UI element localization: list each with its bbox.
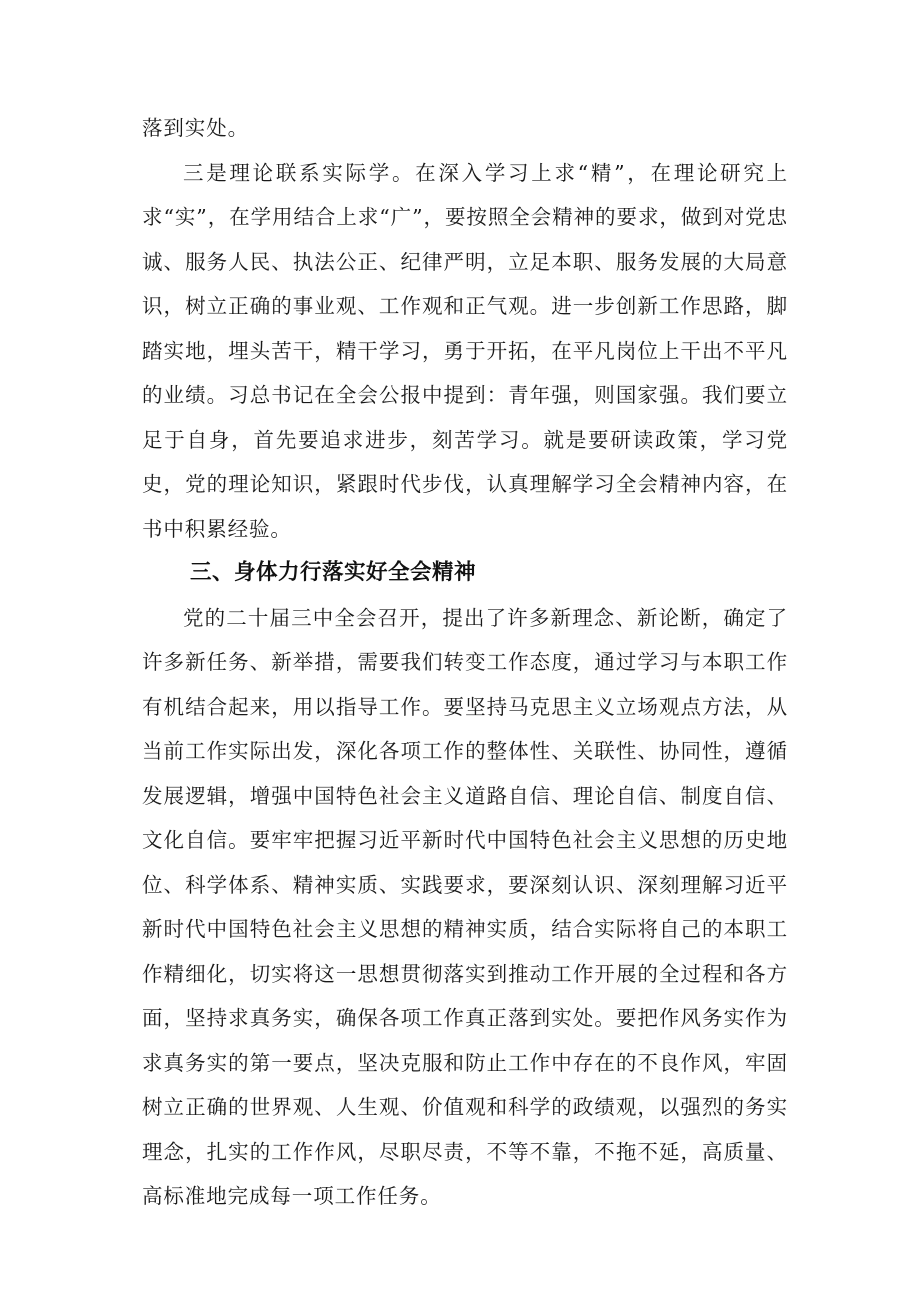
section-heading: 三、身体力行落实好全会精神	[190, 560, 477, 585]
paragraph-implementation: 党的二十届三中全会召开，提出了许多新理念、新论断，确定了许多新任务、新举措，需要我们转变工作态度，通过学习与本职工作有机结合起来，用以指导工作。要坚持马克思主义立场观点方法，从当前工作实际出发，深化各项工作的整体性、关联性、协同性，遵循发展逻辑，增强中国特色社会主义道路自信、理论自信、制度自信、文化自信。要牢牢把握习近平新时代中国特色社会主义思想的历史地位、科学体系、精神实质、实践要求，要深刻认识、深刻理解习近平新时代中国特色社会主义思想的精神实质，结合实际将自己的本职工作精细化，切实将这一思想贯彻落实到推动工作开展的全过程和各方面，坚持求真务实，确保各项工作真正落到实处。要把作风务实作为求真务实的第一要点，坚决克服和防止工作中存在的不良作风，牢固树立正确的世界观、人生观、价值观和科学的政绩观，以强烈的务实理念，扎实的工作作风，尽职尽责，不等不靠，不拖不延，高质量、高标准地完成每一项工作任务。	[142, 605, 788, 1208]
document-page	[142, 106, 788, 1219]
paragraph-theory-practice: 三是理论联系实际学。在深入学习上求“精”，在理论研究上求“实”，在学用结合上求“广”，要按照全会精神的要求，做到对党忠诚、服务人民、执法公正、纪律严明，立足本职、服务发展的大局意识，树立正确的事业观、工作观和正气观。进一步创新工作思路，脚踏实地，埋头苦干，精干学习，勇于开拓，在平凡岗位上干出不平凡的业绩。习总书记在全会公报中提到：青年强，则国家强。我们要立足于自身，首先要追求进步，刻苦学习。就是要研读政策，学习党史，党的理论知识，紧跟时代步伐，认真理解学习全会精神内容，在书中积累经验。	[142, 160, 788, 541]
paragraph-continuation: 落到实处。	[142, 116, 249, 140]
